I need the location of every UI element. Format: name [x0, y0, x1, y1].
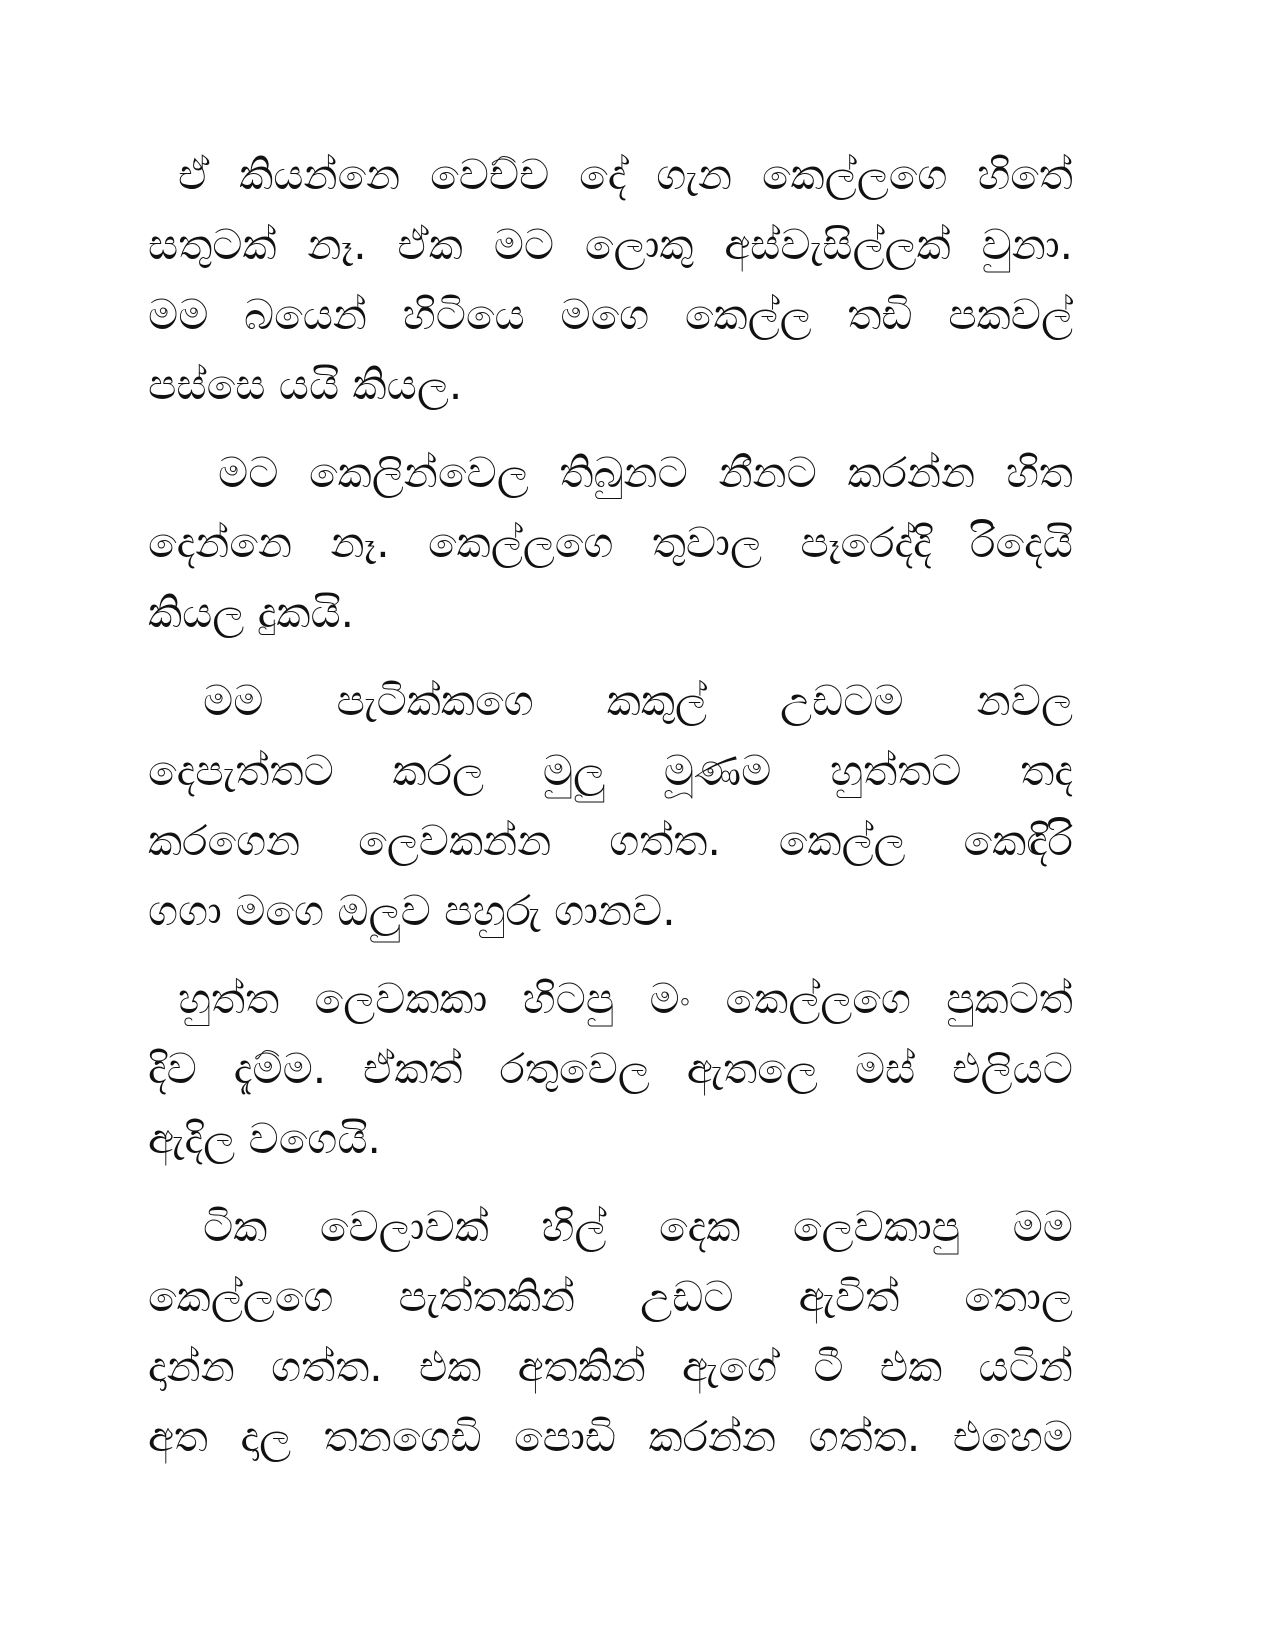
document-page [148, 140, 1073, 1480]
text-line: මම පැටික්කගෙ කකුල් උඩටම නවල [203, 676, 1073, 725]
text-line: මට කෙලින්වෙල තිබුනට නීනට කරන්න හිත [218, 448, 1073, 497]
text-line: ටික වෙලාවක් හිල් දෙක ලෙවකාපු මම [203, 1202, 1073, 1251]
text-line: දාන්න ගත්ත. එක අතකින් ඇගේ ටී එක යටින් [148, 1342, 1073, 1391]
text-line: ඒ කියන්නෙ වෙච්ච දේ ගැන කෙල්ලගෙ හිතේ [178, 150, 1073, 199]
text-line: පස්සෙ යයි කියල. [148, 360, 463, 409]
paragraph-4 [148, 964, 1073, 1174]
paragraph-1 [148, 140, 1073, 420]
paragraph-2 [148, 438, 1073, 648]
text-line: ගගා මගෙ ඔලුව පහුරු ගානව. [148, 886, 676, 935]
text-line: කියල දුකයි. [148, 588, 354, 637]
text-line: කෙල්ලගෙ පැත්තකින් උඩට ඇවිත් තොල [148, 1272, 1073, 1321]
paragraph-3 [148, 666, 1073, 946]
text-line: සතුටක් නෑ. ඒක මට ලොකු අස්වැසිල්ලක් වුනා. [148, 220, 1073, 269]
text-line: දිව දැම්ම. ඒකත් රතුවෙල ඇතලෙ මස් එලියට [148, 1044, 1073, 1093]
text-line: දෙපැත්තට කරල මුලු මූණම හුත්තට තද [148, 746, 1073, 795]
text-line: දෙන්නෙ නෑ. කෙල්ලගෙ තුවාල පෑරෙද්දි රිදෙයි [148, 518, 1073, 567]
text-line: කරගෙන ලෙවකන්න ගත්ත. කෙල්ල කෙඳිරි [148, 816, 1073, 865]
text-line: අත දාල තනගෙඩි පොඩි කරන්න ගත්ත. එහෙම [148, 1412, 1073, 1461]
text-line: මම බයෙන් හිටියෙ මගෙ කෙල්ල තඩි පකවල් [148, 290, 1073, 339]
text-line: හුත්ත ලෙවකකා හිටපු මං කෙල්ලගෙ පුකටත් [178, 974, 1073, 1023]
paragraph-5 [148, 1192, 1073, 1472]
text-line: ඇදිල වගෙයි. [148, 1114, 381, 1163]
